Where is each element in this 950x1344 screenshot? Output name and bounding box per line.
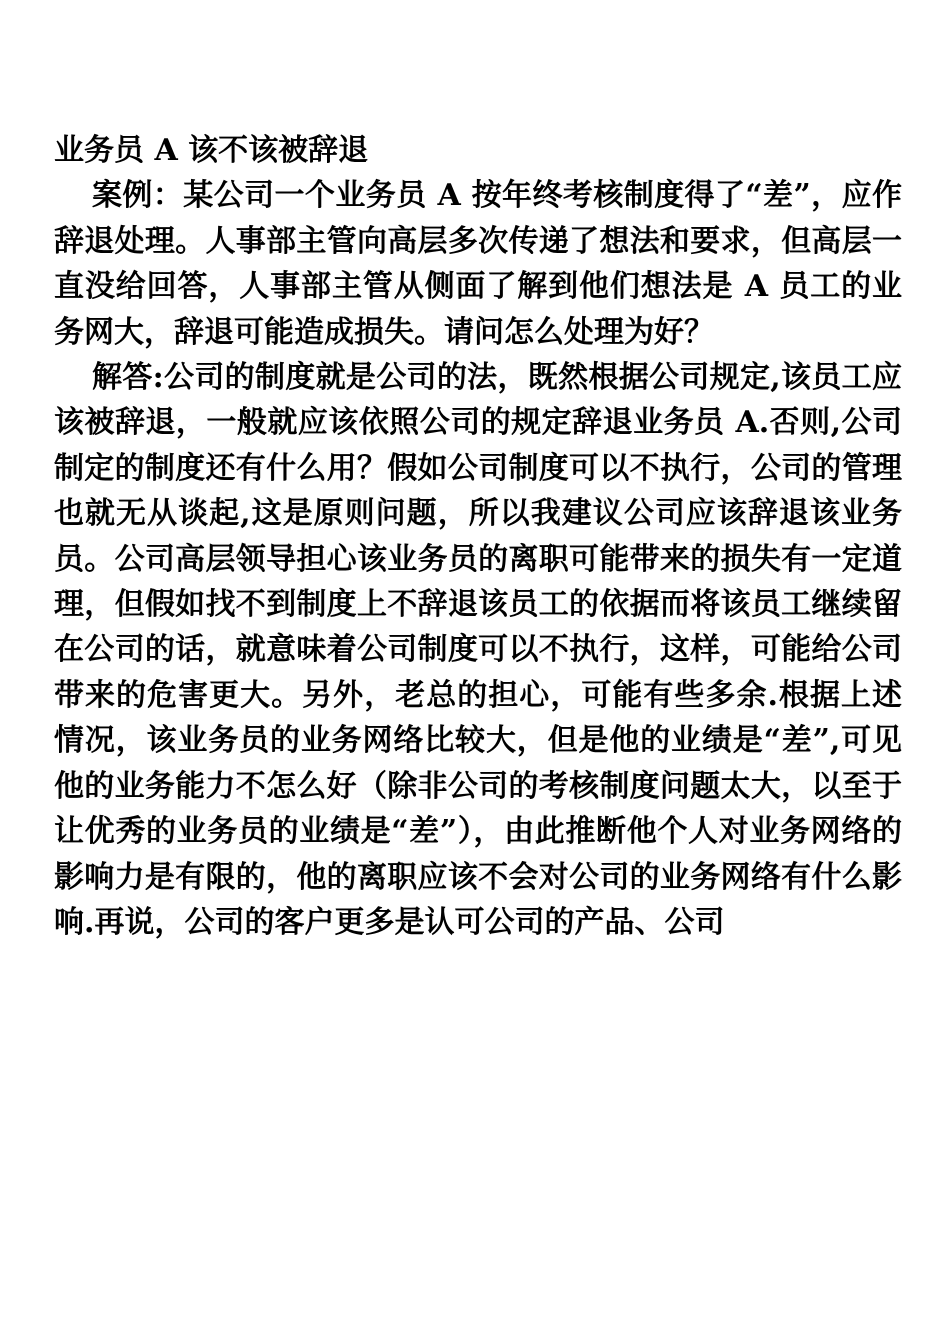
case-paragraph: 案例：某公司一个业务员 A 按年终考核制度得了“差”，应作辞退处理。人事部主管向高层多次传递了想法和要求，但高层一直没给回答，人事部主管从侧面了解到他们想法是 A 员工的业务网大，辞退可能造成损失。请问怎么处理为好？ <box>54 178 902 350</box>
document-page <box>54 128 902 945</box>
answer-paragraph: 解答:公司的制度就是公司的法，既然根据公司规定,该员工应该被辞退，一般就应该依照公司的规定辞退业务员 A.否则,公司制定的制度还有什么用？假如公司制度可以不执行，公司的管理也就无从谈起,这是原则问题，所以我建议公司应该辞退该业务员。公司高层领导担心该业务员的离职可能带来的损失有一定道理，但假如找不到制度上不辞退该员工的依据而将该员工继续留在公司的话，就意味着公司制度可以不执行，这样，可能给公司带来的危害更大。另外，老总的担心，可能有些多余.根据上述情况，该业务员的业务网络比较大，但是他的业绩是“差”,可见他的业务能力不怎么好（除非公司的考核制度问题太大，以至于让优秀的业务员的业绩是“差”），由此推断他个人对业务网络的影响力是有限的，他的离职应该不会对公司的业务网络有什么影响.再说，公司的客户更多是认可公司的产品、公司 <box>54 360 902 940</box>
document-title: 业务员 A 该不该被辞退 <box>54 133 369 168</box>
